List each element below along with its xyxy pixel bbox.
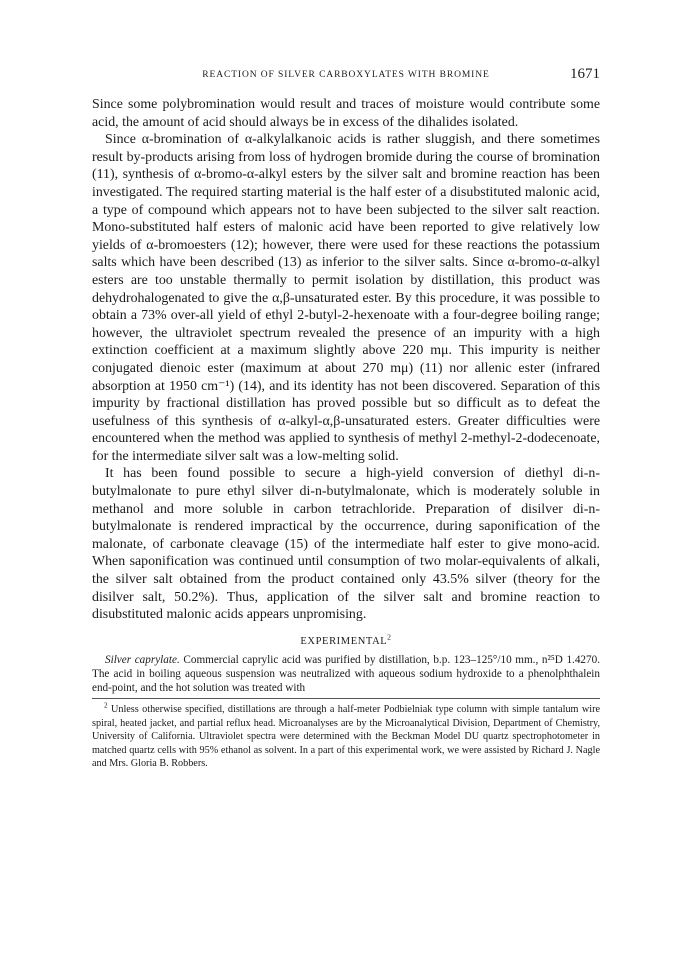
footnote-reference: 2 — [387, 632, 392, 642]
body-text — [92, 96, 600, 624]
paragraph-continuation: Since some polybromination would result and traces of moisture would contribute some acid, the amount of acid should always be in excess of the dihalides isolated. — [92, 97, 600, 130]
footnote-divider — [92, 698, 600, 699]
footnote-mark: 2 — [104, 701, 108, 710]
section-heading-text: EXPERIMENTAL — [300, 635, 388, 647]
page-header — [92, 66, 600, 88]
paragraph-lead: Silver caprylate. — [105, 653, 180, 666]
paragraph-malonate-conversion: It has been found possible to secure a high-yield conversion of diethyl di-n-butylmalonate to pure ethyl silver di-n-butylmalonate, which is moderately soluble in methanol and more soluble in carbon tetrachloride. Preparation of disilver di-n-butylmalonate is rendered impractical by the occurrence, during saponification of the malonate, of carbonate cleavage (15) of the intermediate half ester to give mono-acid. When saponification was continued until consumption of two molar-equivalents of alkali, the silver salt obtained from the product contained only 43.5% silver (theory for the disilver salt, 50.2%). Thus, application of the silver salt and bromine reaction to disubstituted malonic acids appears unpromising. — [92, 466, 600, 623]
page-number: 1671 — [570, 66, 600, 82]
paragraph-silver-caprylate — [92, 653, 600, 695]
footnote-text: Unless otherwise specified, distillations are through a half-meter Podbielniak type column with simple tantalum wire spiral, heated jacket, and partial reflux head. Microanalyses are by the Microanalytical Division, Department of Chemistry, University of California. Ultraviolet spectra were determined with the Beckman Model DU quartz spectrophotometer in matched quartz cells with 95% ethanol as solvent. In a part of this experimental work, we were assisted by Richard J. Nagle and Mrs. Gloria B. Robbers. — [92, 704, 600, 770]
running-title: REACTION OF SILVER CARBOXYLATES WITH BROMINE — [202, 70, 490, 80]
journal-page — [92, 66, 600, 771]
paragraph-body: Commercial caprylic acid was purified by distillation, b.p. 123–125°/10 mm., n²⁵D 1.4270. The acid in boiling aqueous suspension was neutralized with aqueous sodium hydroxide to a phenolphthalein end-point, and the hot solution was treated with — [92, 653, 601, 694]
section-heading-experimental — [92, 632, 600, 647]
footnote — [92, 703, 600, 771]
experimental-text — [92, 653, 600, 695]
paragraph-alpha-bromination: Since α-bromination of α-alkylalkanoic acids is rather sluggish, and there sometimes result by-products arising from loss of hydrogen bromide during the course of bromination (11), synthesis of α-bromo-α-alkyl esters by the silver salt and bromine reaction has been investigated. The required starting material is the half ester of a disubstituted malonic acid, a type of compound which appears not to have been subjected to the silver salt reaction. Mono-substituted half esters of malonic acid have been reported to give relatively low yields of α-bromoesters (12); however, there were used for these reactions the potassium salts which have been described (13) as inferior to the silver salts. Since α-bromo-α-alkyl esters are too unstable thermally to permit isolation by distillation, this product was dehydrohalogenated to give the α,β-unsaturated ester. By this procedure, it was possible to obtain a 73% over-all yield of ethyl 2-butyl-2-hexenoate with a four-degree boiling range; however, the ultraviolet spectrum revealed the presence of an impurity with a high extinction coefficient at a maximum slightly above 220 mμ. This impurity is neither conjugated dienoic ester (maximum at about 270 mμ) (11) nor allenic ester (infrared absorption at 1950 cm⁻¹) (14), and its identity has not been discovered. Separation of this impurity by fractional distillation has proved possible but so difficult as to defeat the usefulness of this synthesis of α-alkyl-α,β-unsaturated esters. Greater difficulties were encountered when the method was applied to synthesis of methyl 2-methyl-2-dodecenoate, for the intermediate silver salt was a low-melting solid. — [92, 132, 600, 464]
